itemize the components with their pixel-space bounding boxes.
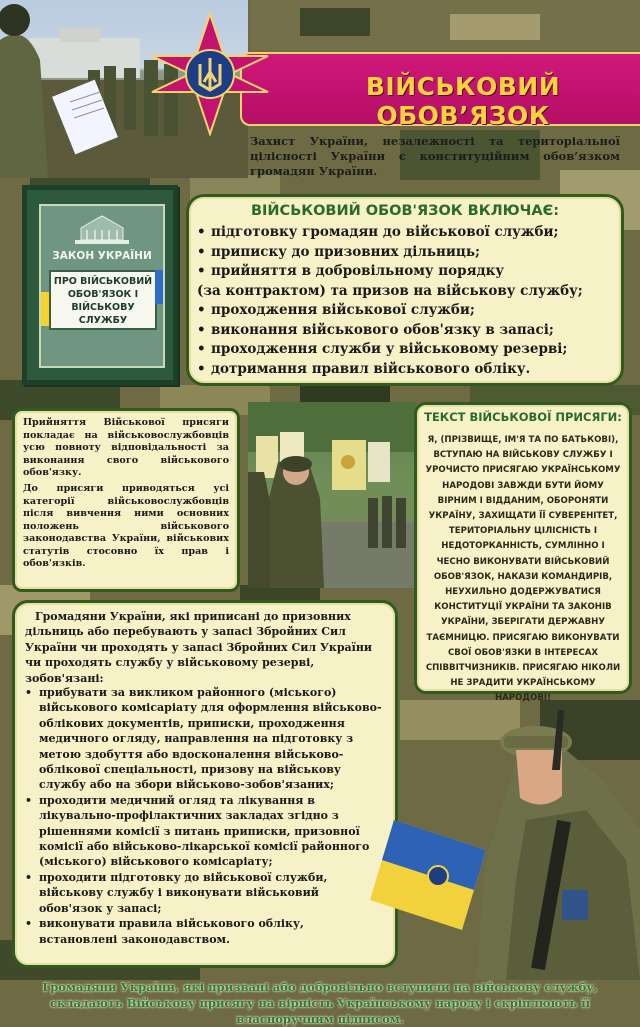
reserve-item: • прибувати за викликом районного (міського) військового комісаріату для оформлення військово-облікових документів, приписки, проходження медичного огляду, направлення на підготовку з метою здобуття або вдосконалення військово-облікової спеціальності, призову на військову службу або на збори військово-зобов'язаних; (25, 685, 385, 793)
oath-ceremony-photo (248, 402, 416, 588)
law-heading: ЗАКОН УКРАЇНИ (52, 250, 152, 262)
parliament-building-icon (41, 212, 163, 252)
oath-info-para2: До присяги приводяться усі категорії військовослужбовців після вивчення ними основних положень військового законодавства України, військових статутів стосовно їх прав і обов'язків. (23, 483, 229, 569)
reserve-box (12, 600, 398, 968)
soldier-with-rifle-photo (366, 700, 640, 980)
footer-note: Громадяни України, які призвані або добровільно вступили на військову службу, складають Військову присягу на вірність Українському народу і скріплюють її власноручним підписом. (42, 980, 598, 1026)
oath-info-box (12, 408, 240, 592)
oath-info-para1: Прийняття Військової присяги покладає на військовослужбовців усю повноту відповідальності за виконання свого військового обов'язку. (23, 417, 229, 478)
duty-item: • виконання військового обов'язку в запасі; (197, 321, 613, 341)
reserve-item: • проходити підготовку до військової служби, військову службу і виконувати військовий обов'язок у запасі; (25, 870, 385, 916)
duty-box (186, 194, 624, 386)
reserve-intro: Громадяни України, які приписані до призовних дільниць або перебувають у запасі Збройних Сил України чи проходять у запасі Збройних Сил України чи проходять службу у військовому резерві, зобов'язані: (25, 610, 373, 685)
law-title: ПРО ВІЙСЬКОВИЙ ОБОВ'ЯЗОК І ВІЙСЬКОВУ СЛУЖБУ (53, 276, 153, 326)
law-book-inner (39, 204, 165, 368)
duty-item: • проходження служби у військовому резерві; (197, 340, 613, 360)
reserve-item: • виконувати правила військового обліку, встановлені законодавством. (25, 916, 385, 947)
oath-text-body: Я, (ПРІЗВИЩЕ, ІМ'Я ТА ПО БАТЬКОВІ), ВСТУПАЮ НА ВІЙСЬКОВУ СЛУЖБУ І УРОЧИСТО ПРИСЯГАЮ УКРАЇНСЬКОМУ НАРОДОВІ ЗАВЖДИ БУТИ ЙОМУ ВІРНИМ І ВІДДАНИМ, ОБОРОНЯТИ УКРАЇНУ, ЗАХИЩАТИ ЇЇ СУВЕРЕНІТЕТ, ТЕРИТОРІАЛЬНУ ЦІЛІСНІСТЬ І НЕДОТОРКАННІСТЬ, СУМЛІННО І ЧЕСНО ВИКОНУВАТИ ВІЙСЬКОВИЙ ОБОВ'ЯЗОК, НАКАЗИ КОМАНДИРІВ, НЕУХИЛЬНО ДОДЕРЖУВАТИСЯ КОНСТИТУЦІЇ УКРАЇНИ ТА ЗАКОНІВ УКРАЇНИ, ЗБЕРІГАТИ ДЕРЖАВНУ ТАЄМНИЦЮ. ПРИСЯГАЮ ВИКОНУВАТИ СВОЇ ОБОВ'ЯЗКИ В ІНТЕРЕСАХ СПІВВІТЧИЗНИКІВ. ПРИСЯГАЮ НІКОЛИ НЕ ЗРАДИТИ УКРАЇНСЬКОМУ НАРОДОВІ! (425, 435, 621, 704)
oath-text-heading: ТЕКСТ ВІЙСЬКОВОЇ ПРИСЯГИ: (424, 410, 622, 424)
duty-item: • приписку до призовних дільниць; (197, 243, 613, 263)
law-title-box (49, 270, 157, 330)
flag-stripe-yellow (41, 292, 49, 326)
flag-stripe-blue (155, 270, 163, 304)
duty-heading: ВІЙСЬКОВИЙ ОБОВ'ЯЗОК ВКЛЮЧАЄ: (250, 203, 560, 219)
duty-list (197, 223, 613, 379)
page-title: ВІЙСЬКОВИЙ ОБОВ’ЯЗОК (365, 72, 561, 130)
duty-item: • підготовку громадян до військової служби; (197, 223, 613, 243)
duty-item-continued: (за контрактом) та призов на військову службу; (197, 282, 583, 299)
duty-item: • дотримання правил військового обліку. (197, 360, 613, 380)
intro-text: Захист України, незалежності та територіальної цілісності України є конституційним обов’язком громадян України. (250, 134, 620, 178)
reserve-list (25, 685, 385, 947)
oath-text-box (414, 402, 632, 704)
law-book-cover (22, 185, 178, 385)
cross-emblem-icon (148, 12, 272, 136)
duty-item: • проходження військової служби; (197, 301, 613, 321)
duty-item: • прийняття в добровільному порядку (197, 262, 613, 282)
reserve-item: • проходити медичний огляд та лікування в лікувально-профілактичних закладах згідно з рішеннями комісії з питань приписки, призовної комісії або військово-лікарської комісії районного (міського) військового комісаріату; (25, 793, 385, 870)
